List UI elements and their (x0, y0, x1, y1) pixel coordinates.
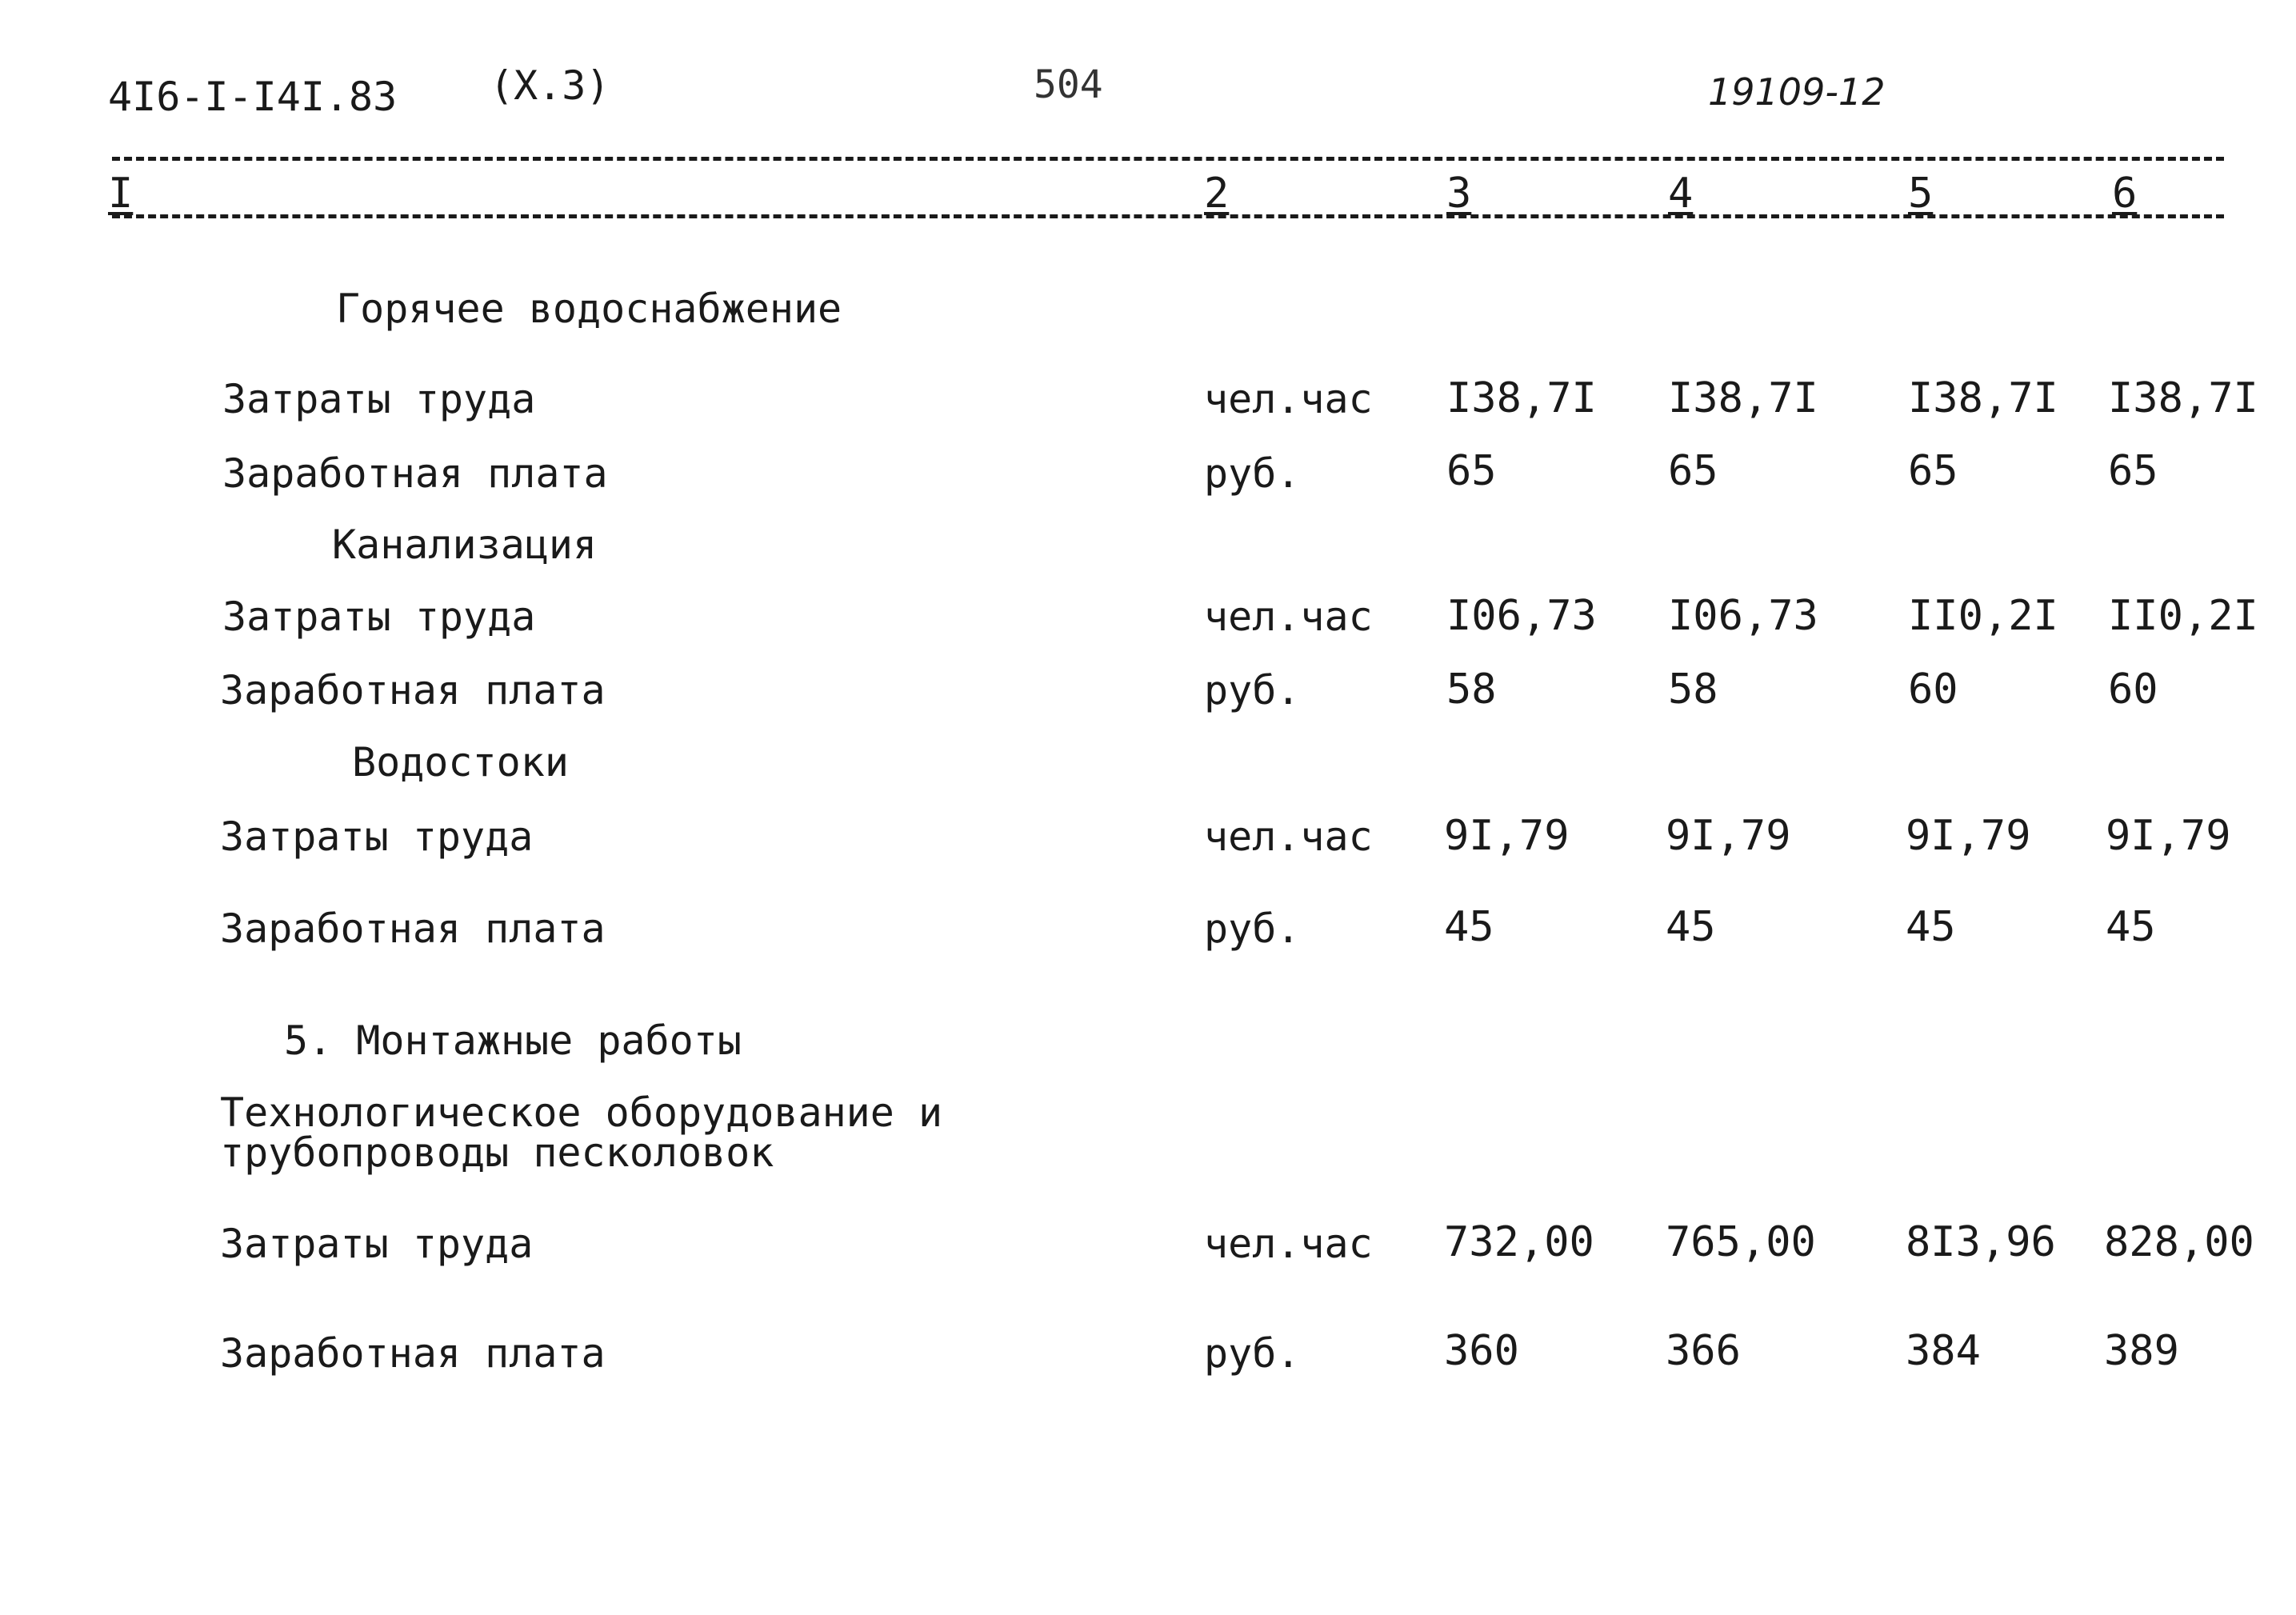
cell-value: 9I,79 (1666, 812, 1791, 860)
header-rule-bottom (112, 214, 2224, 218)
cell-value: I38,7I (1446, 374, 1597, 422)
row-unit: руб. (1204, 667, 1301, 714)
cell-value: 58 (1446, 666, 1497, 714)
document-code: 4I6-I-I4I.83 (108, 74, 398, 120)
cell-value: 45 (1666, 903, 1716, 951)
page-number: 504 (1034, 62, 1103, 107)
column-number-6: 6 (2112, 170, 2138, 218)
cell-value: 366 (1666, 1327, 1741, 1375)
header-rule-top (112, 157, 2224, 161)
column-number-2: 2 (1204, 170, 1230, 218)
row-label: Заработная плата (220, 667, 606, 714)
row-label: Заработная плата (222, 450, 608, 497)
cell-value: 45 (2106, 903, 2156, 951)
cell-value: 360 (1444, 1327, 1519, 1375)
subsection-title-line-2: трубопроводы песколовок (220, 1129, 774, 1176)
cell-value: 65 (1668, 447, 1718, 495)
row-label: Затраты труда (220, 813, 534, 860)
cell-value: 765,00 (1666, 1218, 1816, 1266)
column-number-1: I (108, 170, 134, 218)
cell-value: 60 (2108, 666, 2158, 714)
section-title-sewerage: Канализация (332, 522, 598, 568)
section-title-hot-water: Горячее водоснабжение (336, 286, 842, 332)
cell-value: II0,2I (2108, 592, 2258, 640)
section-title-installation: 5. Монтажные работы (284, 1017, 742, 1064)
row-unit: чел.час (1204, 1221, 1373, 1267)
column-number-5: 5 (1908, 170, 1934, 218)
cell-value: 45 (1906, 903, 1956, 951)
cell-value: 732,00 (1444, 1218, 1594, 1266)
cell-value: 9I,79 (2106, 812, 2231, 860)
row-unit: чел.час (1204, 813, 1373, 860)
row-label: Заработная плата (220, 1330, 606, 1377)
row-label: Затраты труда (222, 376, 536, 422)
cell-value: 8I3,96 (1906, 1218, 2056, 1266)
cell-value: 65 (2108, 447, 2158, 495)
cell-value: 60 (1908, 666, 1958, 714)
cell-value: 389 (2104, 1327, 2179, 1375)
section-title-drainage: Водостоки (352, 739, 569, 786)
archive-stamp: 19109-12 (1708, 70, 1886, 114)
subsection-title-line-1: Технологическое оборудование и (220, 1089, 943, 1136)
cell-value: I38,7I (1668, 374, 1818, 422)
cell-value: 9I,79 (1906, 812, 2031, 860)
cell-value: 9I,79 (1444, 812, 1570, 860)
column-number-3: 3 (1446, 170, 1472, 218)
row-label: Затраты труда (220, 1221, 534, 1267)
cell-value: 65 (1446, 447, 1497, 495)
row-unit: чел.час (1204, 594, 1373, 640)
column-number-4: 4 (1668, 170, 1694, 218)
cell-value: 828,00 (2104, 1218, 2254, 1266)
cell-value: I38,7I (1908, 374, 2058, 422)
row-unit: руб. (1204, 450, 1301, 497)
cell-value: I06,73 (1668, 592, 1818, 640)
row-label: Заработная плата (220, 905, 606, 952)
cell-value: 384 (1906, 1327, 1981, 1375)
sheet-reference: (X.3) (490, 62, 610, 109)
row-label: Затраты труда (222, 594, 536, 640)
cell-value: II0,2I (1908, 592, 2058, 640)
cell-value: 65 (1908, 447, 1958, 495)
cell-value: I06,73 (1446, 592, 1597, 640)
cell-value: 58 (1668, 666, 1718, 714)
row-unit: руб. (1204, 1330, 1301, 1377)
row-unit: чел.час (1204, 376, 1373, 422)
cell-value: I38,7I (2108, 374, 2258, 422)
row-unit: руб. (1204, 905, 1301, 952)
cell-value: 45 (1444, 903, 1494, 951)
